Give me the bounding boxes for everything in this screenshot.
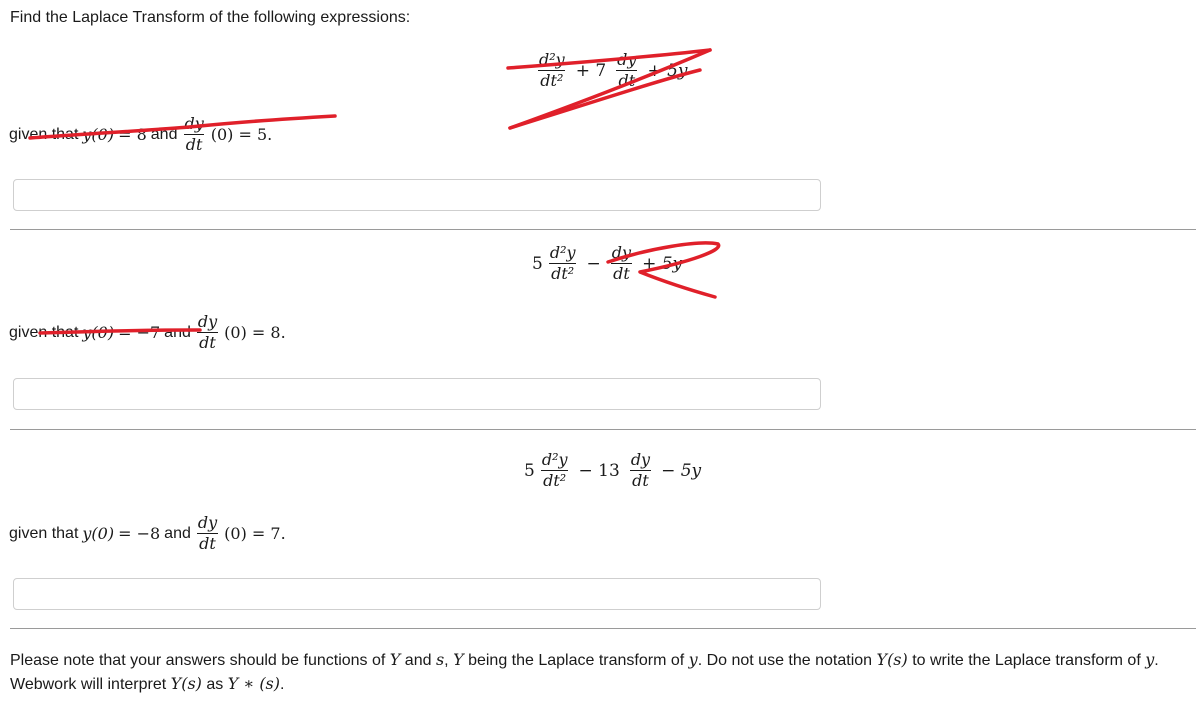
divider bbox=[10, 628, 1196, 629]
divider bbox=[10, 229, 1196, 230]
first-derivative: $\frac{dy}{dt}$ bbox=[630, 450, 651, 490]
second-derivative: $\frac{\text{d²y}}{\text{dt²}}$ bbox=[541, 450, 568, 490]
problem-1-expression: $\frac{\text{d²y}}{\text{dt²}}$ + 7 $\frac{dy}{dt}$ + 5y bbox=[539, 50, 688, 90]
problem-1-initial-conditions: given that y(0) = 8 and $\frac{dy}{dt}$ (0) = 5. bbox=[9, 114, 273, 154]
answer-input-2[interactable] bbox=[13, 378, 821, 410]
instructions-text: Find the Laplace Transform of the following expressions: bbox=[10, 9, 411, 26]
answer-input-1[interactable] bbox=[13, 179, 821, 211]
second-derivative: $\frac{\text{d²y}}{\text{dt²}}$ bbox=[549, 243, 576, 283]
problem-2-initial-conditions: given that y(0) = −7 and $\frac{dy}{dt}$ (0) = 8. bbox=[9, 312, 286, 352]
first-derivative: $\frac{dy}{dt}$ bbox=[617, 50, 637, 90]
problem-2-expression: 5 $\frac{\text{d²y}}{\text{dt²}}$ − $\frac{dy}{dt}$ + 5y bbox=[532, 243, 683, 283]
answer-input-3[interactable] bbox=[13, 578, 821, 610]
divider bbox=[10, 429, 1196, 430]
problem-3-expression: 5 $\frac{\text{d²y}}{\text{dt²}}$ − 13 $\frac{dy}{dt}$ − 5y bbox=[524, 450, 702, 490]
problem-3-initial-conditions: given that y(0) = −8 and $\frac{dy}{dt}$ (0) = 7. bbox=[9, 513, 286, 553]
first-derivative: $\frac{dy}{dt}$ bbox=[611, 243, 632, 283]
notation-note: Please note that your answers should be functions of Y and s, Y being the Laplace transform of y. Do not use the notation Y(s) to write the Laplace transform of y. Webwork will interpret Y(s) as Y ∗ (s). bbox=[10, 650, 1159, 693]
second-derivative: $\frac{\text{d²y}}{\text{dt²}}$ bbox=[539, 50, 565, 90]
